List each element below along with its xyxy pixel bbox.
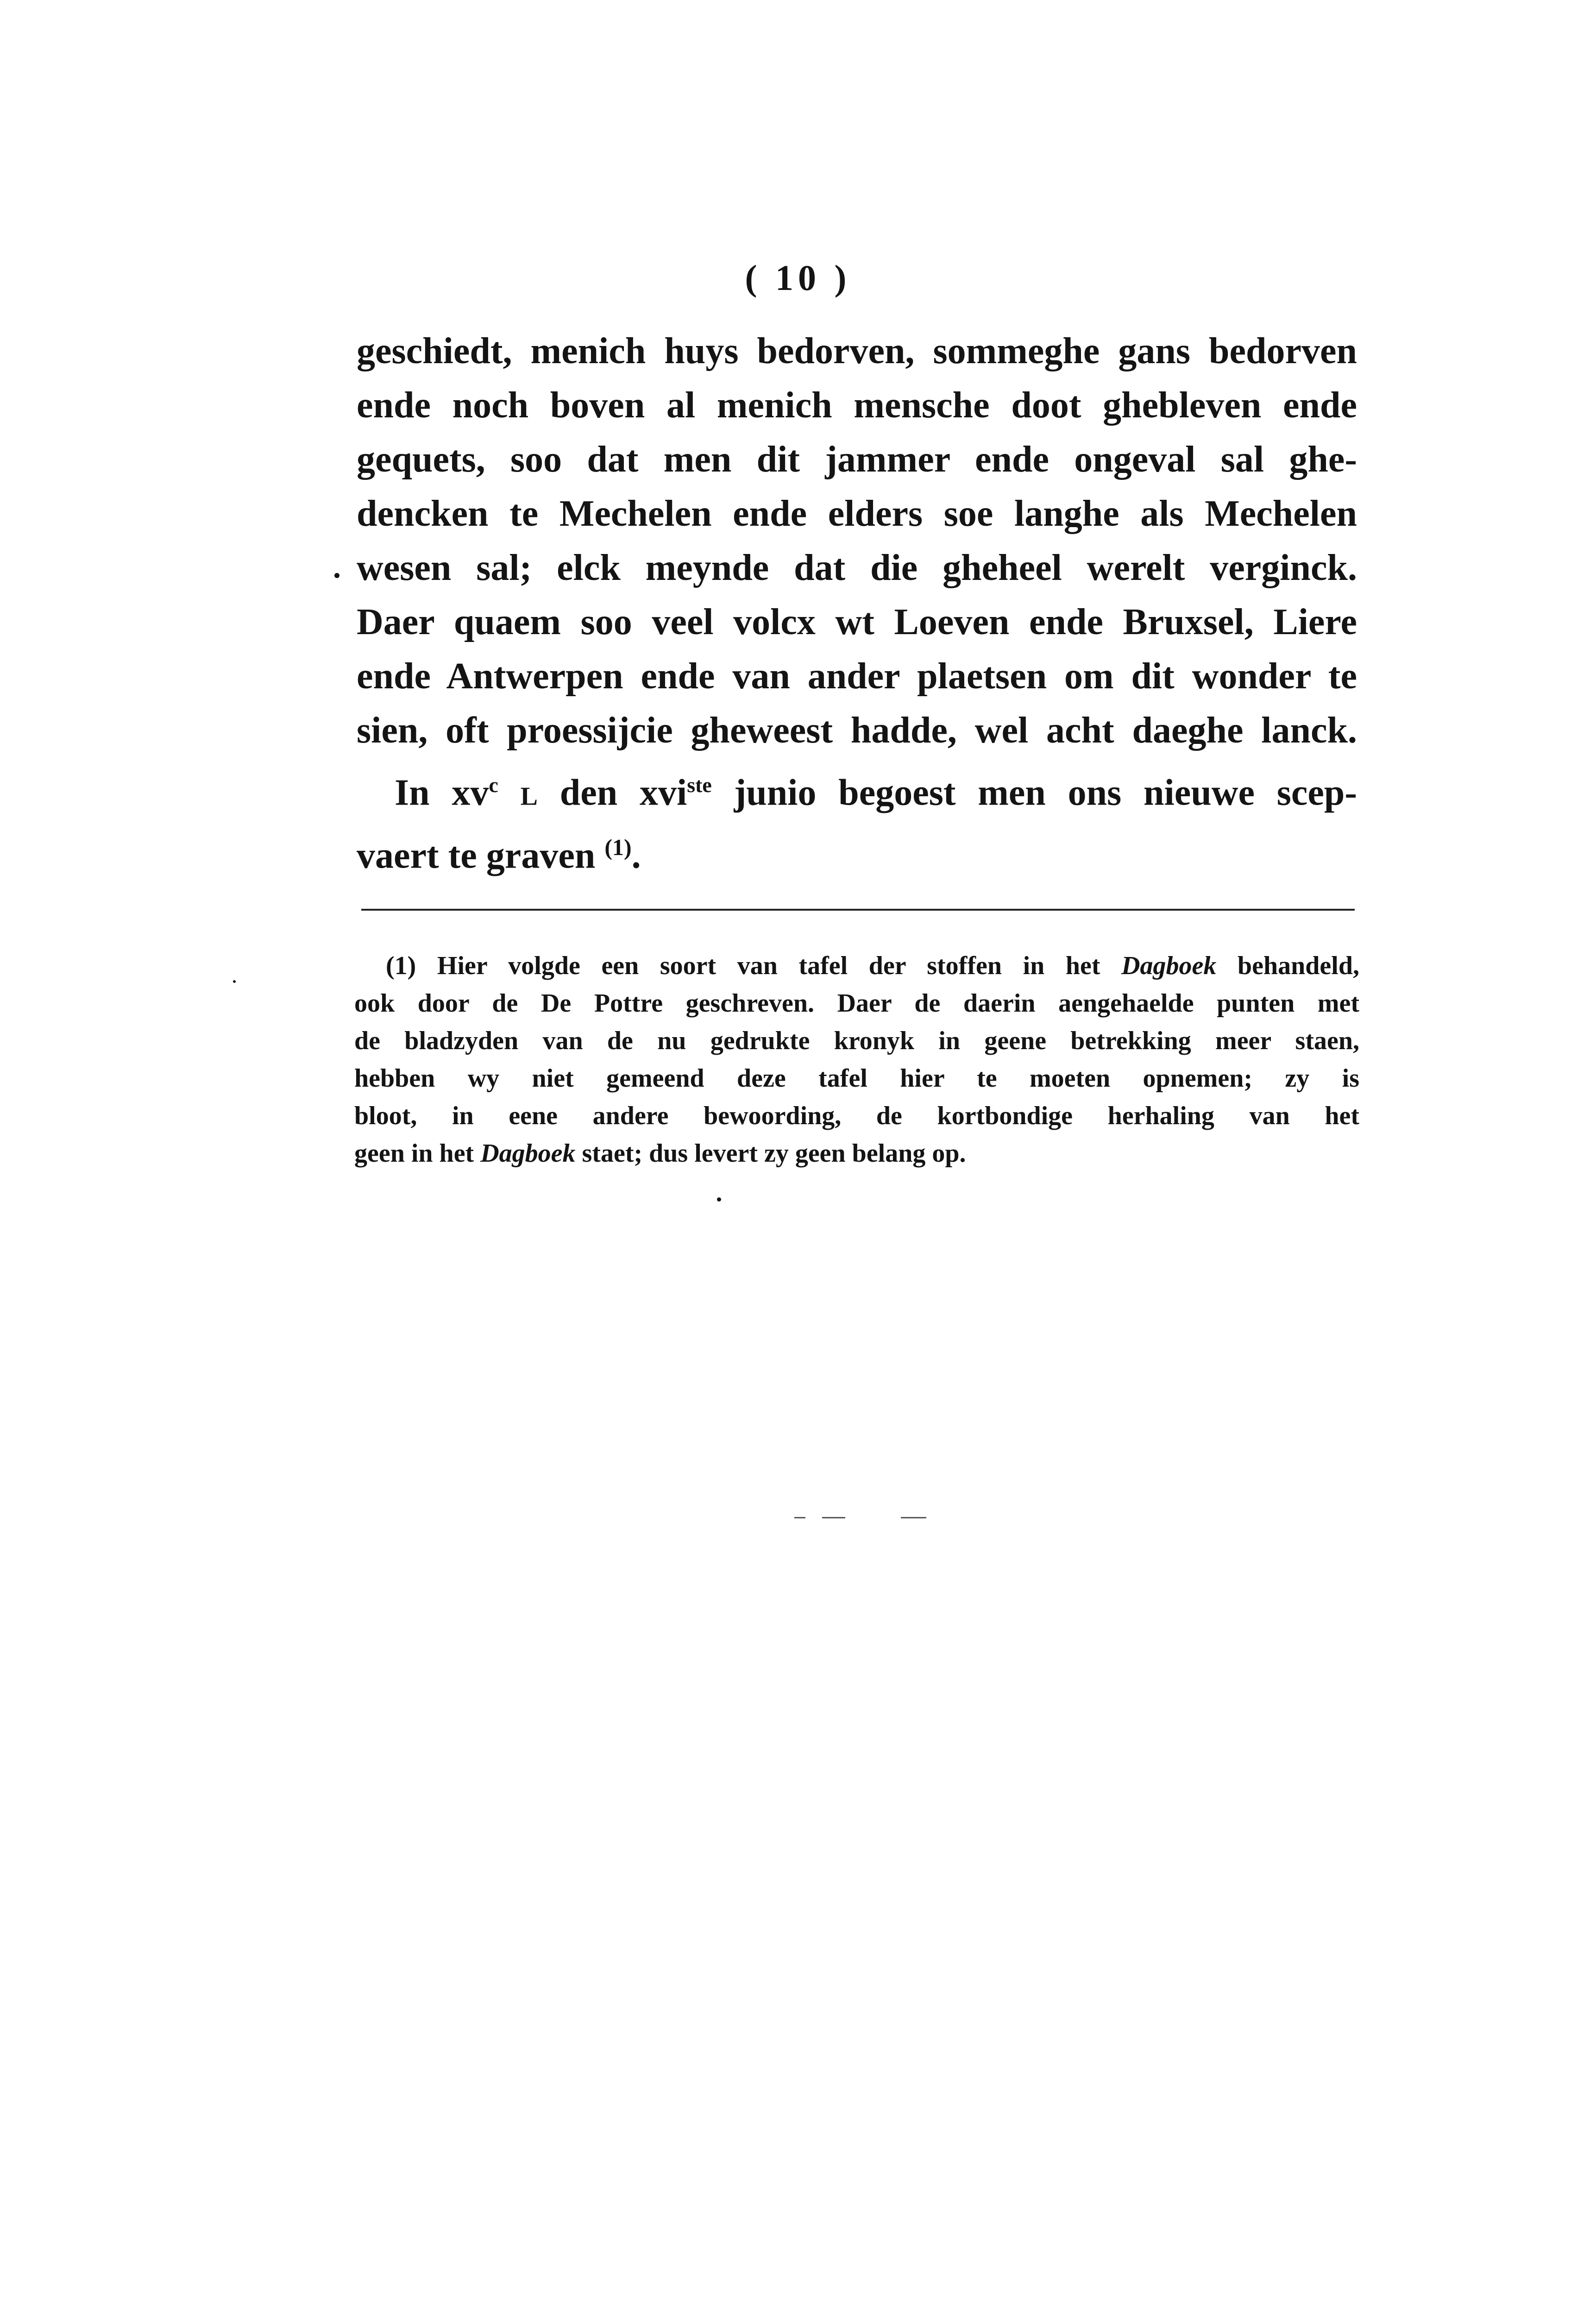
body-text — [357, 324, 1357, 883]
footnote — [354, 947, 1359, 1172]
body-line: ende noch boven al menich mensche doot ghebleven ende — [357, 385, 1357, 426]
footnote-reference[interactable]: (1) — [604, 834, 632, 860]
body-text-end: . — [631, 835, 641, 876]
body-line: ende Antwerpen ende van ander plaetsen om dit wonder te — [357, 656, 1357, 697]
body-text-den: den xvi — [559, 772, 687, 813]
footnote-text: behandeld, — [1238, 951, 1359, 980]
page-number: ( 10 ) — [745, 258, 851, 298]
body-line — [357, 758, 1357, 820]
footnote-text: staet; dus levert zy geen belang op. — [582, 1139, 966, 1168]
small-caps-l: l — [520, 772, 538, 813]
footnote-line: ook door de De Pottre geschreven. Daer de daerin aengehaelde punten met — [354, 989, 1359, 1018]
superscript-ste: ste — [687, 773, 712, 797]
footnote-line: bloot, in eene andere bewoording, de kortbondige herhaling van het — [354, 1101, 1359, 1130]
body-text-in: In xv — [395, 772, 489, 813]
body-text-line2: vaert te graven — [357, 835, 596, 876]
margin-dot — [233, 980, 236, 983]
body-text-rest: junio begoest men ons nieuwe scep- — [734, 772, 1357, 813]
body-line: dencken te Mechelen ende elders soe langhe als Mechelen — [357, 493, 1357, 534]
footnote-italic-title: Dagboek — [1121, 951, 1217, 980]
footnote-line — [354, 1135, 1359, 1172]
footnote-separator-rule — [361, 909, 1355, 911]
dash-mark — [901, 1517, 926, 1518]
footnote-line: hebben wy niet gemeend deze tafel hier te moeten opnemen; zy is — [354, 1064, 1359, 1093]
body-line: Daer quaem soo veel volcx wt Loeven ende Bruxsel, Liere — [357, 602, 1357, 642]
superscript-c: c — [489, 773, 498, 797]
margin-dot — [334, 573, 339, 578]
body-line: sien, oft proessijcie gheweest hadde, wel acht daeghe lanck. — [357, 710, 1357, 751]
footnote-italic-title: Dagboek — [480, 1139, 576, 1168]
footnote-text: geen in het — [354, 1139, 474, 1168]
footnote-line: de bladzyden van de nu gedrukte kronyk in geene betrekking meer staen, — [354, 1026, 1359, 1055]
body-line: gequets, soo dat men dit jammer ende ongeval sal ghe- — [357, 439, 1357, 480]
dash-mark — [794, 1517, 805, 1518]
margin-dot — [717, 1197, 721, 1202]
body-line: wesen sal; elck meynde dat die gheheel werelt verginck. — [357, 548, 1357, 588]
dash-mark — [822, 1517, 845, 1518]
footnote-line — [354, 947, 1359, 985]
footnote-text: (1) Hier volgde een soort van tafel der stoffen in het — [386, 951, 1100, 980]
body-line — [357, 820, 1357, 883]
body-line: geschiedt, menich huys bedorven, sommeghe gans bedorven — [357, 331, 1357, 371]
